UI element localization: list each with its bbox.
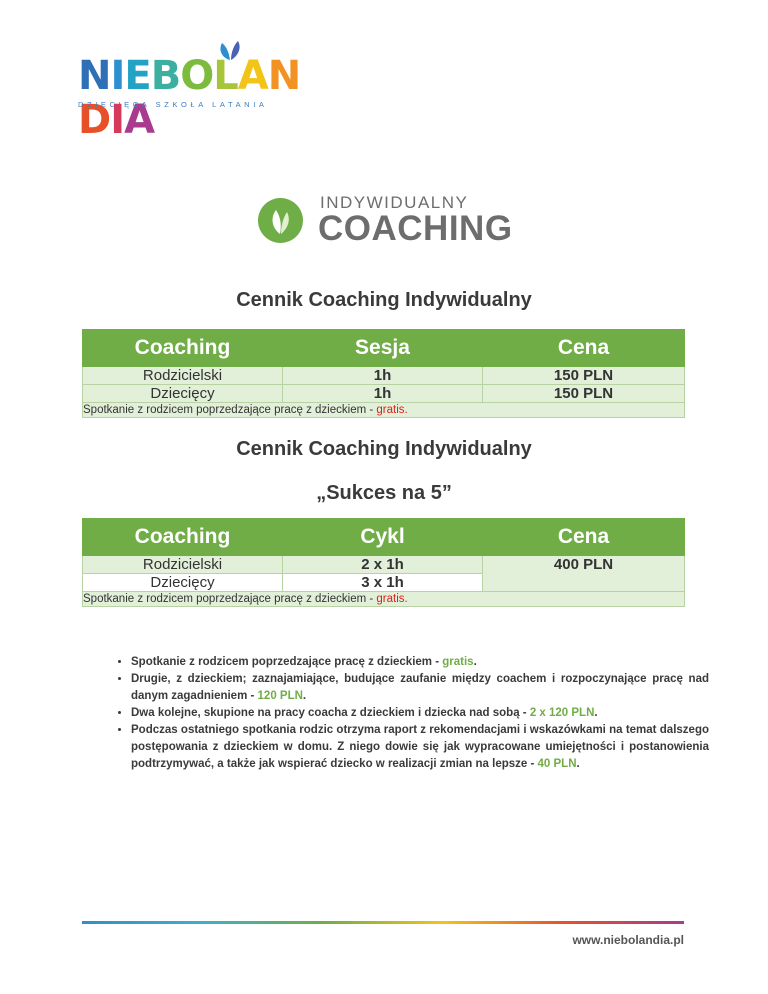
table-cell: 1h <box>283 385 483 403</box>
list-item-text: Dwa kolejne, skupione na pracy coacha z dzieckiem i dziecka nad sobą - <box>131 707 530 719</box>
list-item-text: Drugie, z dzieckiem; zaznajamiające, budujące zaufanie między coachem i rozpoczynające pracę nad danym zagadnieniem - <box>131 673 709 702</box>
footer-divider <box>82 921 684 924</box>
table-cell: Dziecięcy <box>83 385 283 403</box>
table-cell: 150 PLN <box>483 367 685 385</box>
table-note <box>83 592 685 607</box>
table-cell: 2 x 1h <box>283 556 483 574</box>
logo-letter: I <box>110 97 125 143</box>
column-header-coaching: Coaching <box>83 519 283 556</box>
list-item <box>131 705 709 722</box>
logo-letter: N <box>78 53 111 99</box>
table-cell: Dziecięcy <box>83 574 283 592</box>
list-item-price: gratis <box>442 656 474 668</box>
logo-letter: I <box>110 53 125 99</box>
list-item <box>131 654 709 671</box>
list-item <box>131 722 709 773</box>
column-header-cycle: Cykl <box>283 519 483 556</box>
coaching-logo-subtitle: INDYWIDUALNY <box>320 193 469 212</box>
logo-letter: L <box>213 53 238 99</box>
table-cell: 1h <box>283 367 483 385</box>
column-header-price: Cena <box>483 330 685 367</box>
logo-letter: B <box>150 53 181 99</box>
note-highlight: gratis. <box>376 593 408 605</box>
table1-title: Cennik Coaching Indywidualny <box>236 289 532 311</box>
list-item-tail: . <box>473 656 477 668</box>
column-header-session: Sesja <box>283 330 483 367</box>
table-cell-price: 400 PLN <box>483 556 685 592</box>
table-cell: Rodzicielski <box>83 556 283 574</box>
note-text: Spotkanie z rodzicem poprzedzające pracę z dzieckiem - <box>83 404 377 416</box>
list-item-price: 120 PLN <box>257 690 303 702</box>
list-item-tail: . <box>594 707 598 719</box>
list-item-price: 40 PLN <box>537 758 577 770</box>
logo-tagline: DZIECIĘCA SZKOŁA LATANIA <box>78 100 268 109</box>
list-item-price: 2 x 120 PLN <box>529 707 595 719</box>
price-table-sukces <box>82 518 685 607</box>
logo-letter: N <box>267 53 301 99</box>
logo-letter: D <box>78 97 111 143</box>
column-header-price: Cena <box>483 519 685 556</box>
note-highlight: gratis. <box>376 404 408 416</box>
table-cell: 3 x 1h <box>283 574 483 592</box>
table-note <box>83 403 685 418</box>
table2-subtitle: „Sukces na 5” <box>316 482 452 504</box>
coaching-logo-title: COACHING <box>318 209 513 248</box>
leaf-circle-icon <box>258 198 303 243</box>
logo-letter: A <box>237 53 268 99</box>
footer-website: www.niebolandia.pl <box>572 933 684 947</box>
logo-letter: E <box>124 53 151 99</box>
niebolandia-logo <box>78 40 308 143</box>
table-cell: Rodzicielski <box>83 367 283 385</box>
logo-letter: A <box>124 97 155 143</box>
list-item-tail: . <box>576 758 580 770</box>
column-header-coaching: Coaching <box>83 330 283 367</box>
pricing-details-list <box>107 654 709 773</box>
price-table-individual <box>82 329 685 418</box>
logo-wordmark <box>78 54 308 142</box>
list-item-tail: . <box>302 690 307 702</box>
table-cell: 150 PLN <box>483 385 685 403</box>
list-item-text: Podczas ostatniego spotkania rodzic otrzyma raport z rekomendacjami i wskazówkami na temat dalszego postępowania z dzieckiem w domu. Z niego dowie się jak wypracowane umiejętności i postanowienia podtrzymywać, a także jak wspierać dziecko w realizacji zmian na lepsze - <box>131 724 709 770</box>
logo-letter: O <box>180 53 214 99</box>
coaching-logo <box>258 193 528 251</box>
list-item <box>131 671 709 705</box>
table2-title: Cennik Coaching Indywidualny <box>236 438 532 460</box>
list-item-text: Spotkanie z rodzicem poprzedzające pracę z dzieckiem - <box>131 656 443 668</box>
note-text: Spotkanie z rodzicem poprzedzające pracę z dzieckiem - <box>83 593 377 605</box>
